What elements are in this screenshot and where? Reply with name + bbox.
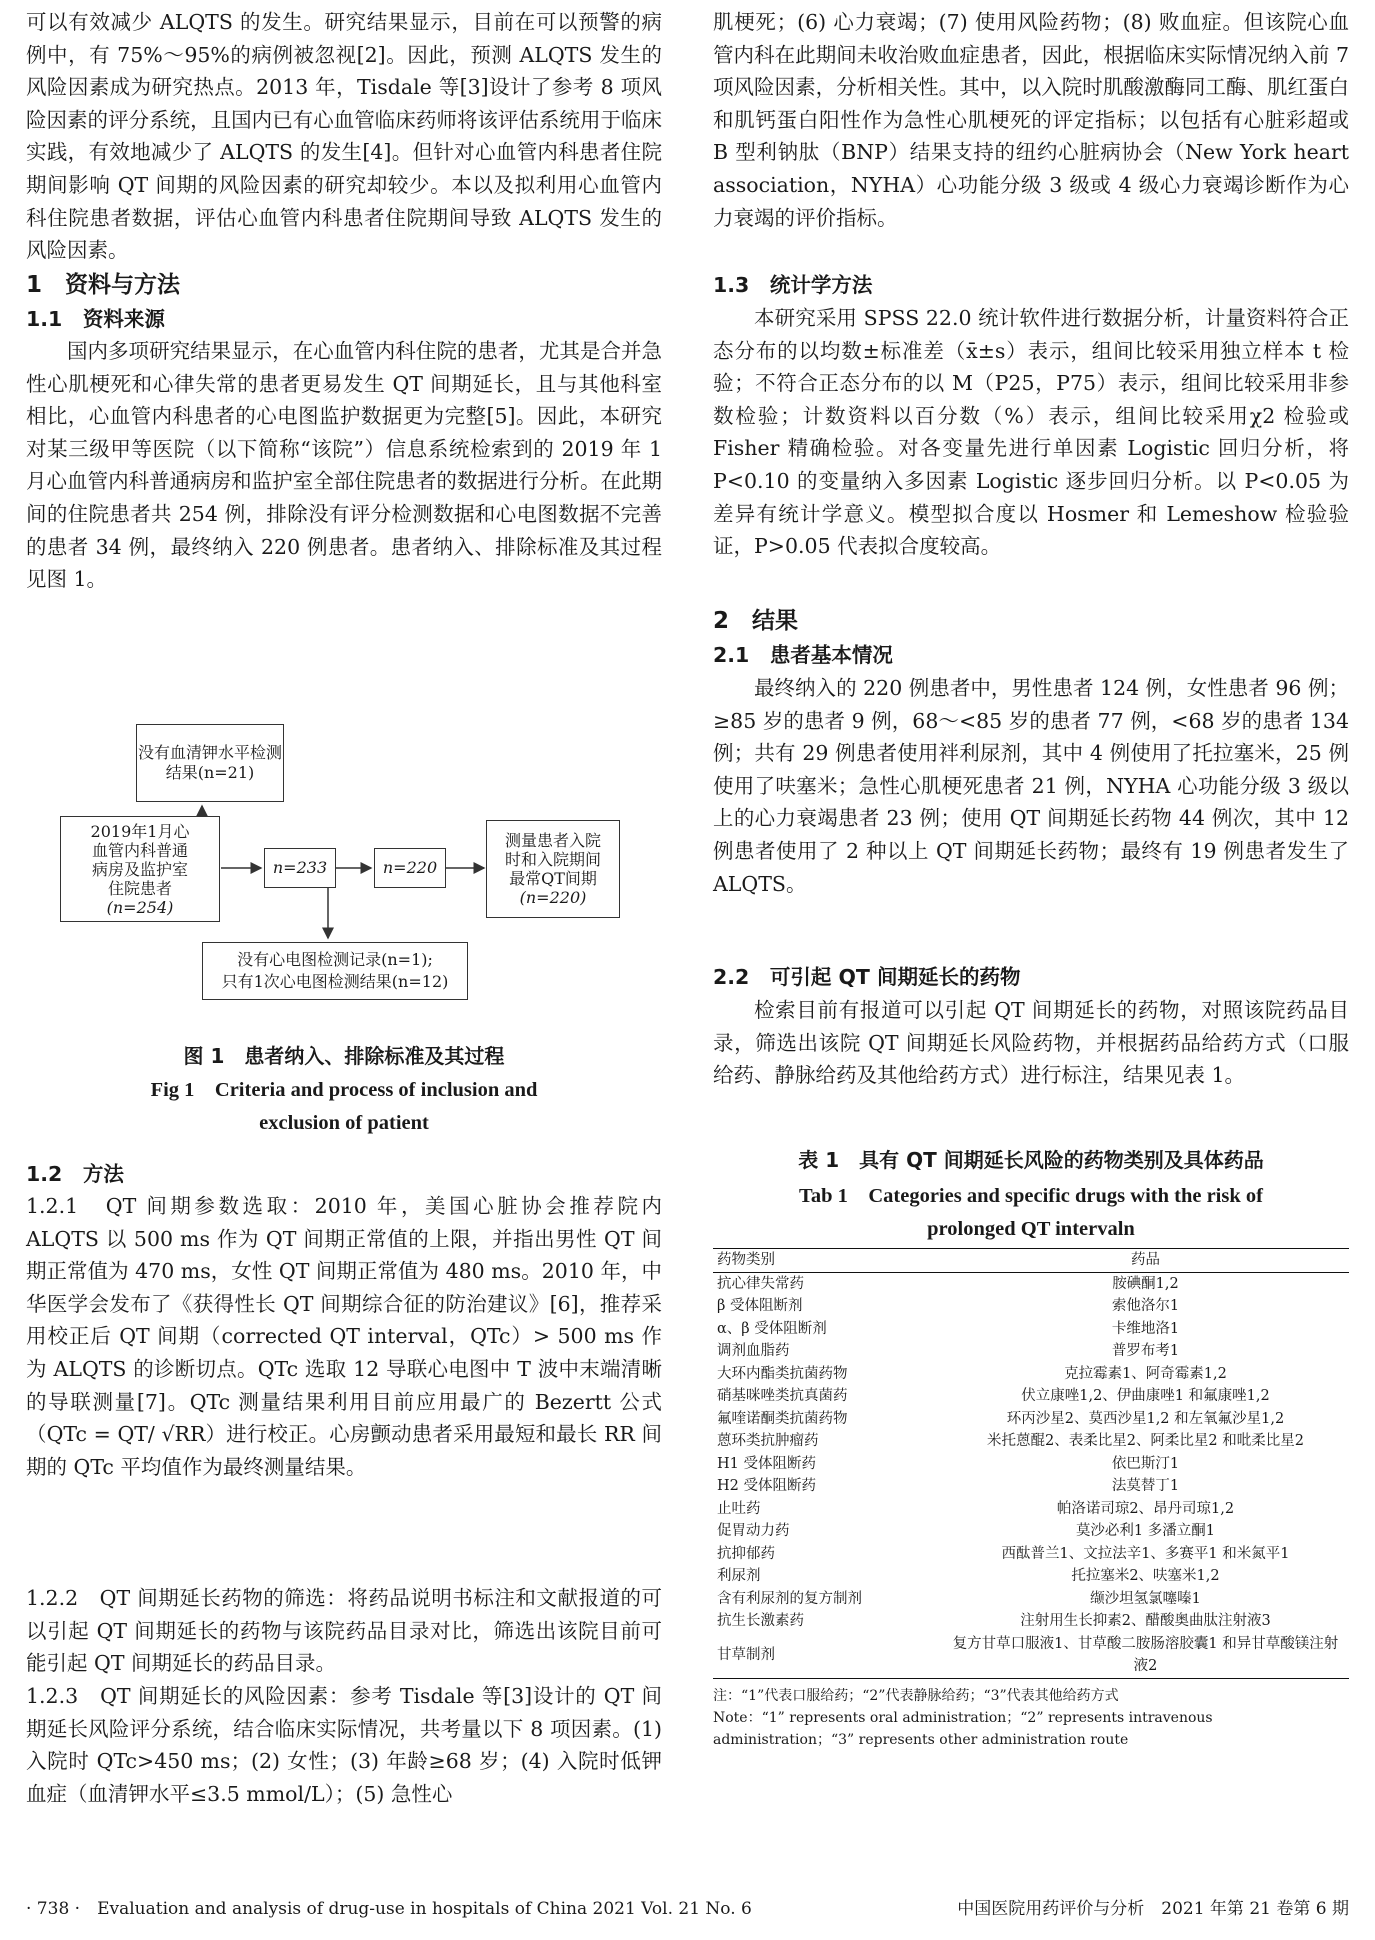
measure-qt-box [486, 820, 620, 918]
table-row [713, 1318, 1349, 1341]
table-cell-category: 抗抑郁药 [717, 1545, 775, 1562]
table-body [713, 1272, 1349, 1678]
table-row [713, 1408, 1349, 1431]
table-note-cn: 注：“1”代表口服给药；“2”代表静脉给药；“3”代表其他给药方式 [713, 1687, 1119, 1704]
table-cell-drugs: 环丙沙星2、莫西沙星1,2 和左氧氟沙星1,2 [1006, 1410, 1285, 1427]
table-cell-category: 调剂血脂药 [717, 1343, 790, 1359]
table-header-category: 药物类别 [713, 1249, 942, 1273]
table-cell-category: 利尿剂 [717, 1568, 761, 1584]
section-2-2-heading: 2.2 可引起 QT 间期延长的药物 [713, 965, 1021, 989]
table-row [713, 1565, 1349, 1588]
n233-text: n=233 [272, 858, 328, 877]
table-cell-category: 促胃动力药 [717, 1523, 790, 1539]
ecg-line-1: 没有心电图检测记录(n=1); [237, 950, 433, 969]
table-cell-category: 含有利尿剂的复方制剂 [717, 1590, 862, 1607]
table-cell-category: 抗生长激素药 [717, 1613, 804, 1629]
table-cell-category: 止吐药 [717, 1500, 761, 1517]
table-row [713, 1385, 1349, 1408]
table-row [713, 1295, 1349, 1318]
footer-right: 中国医院用药评价与分析 2021 年第 21 卷第 6 期 [957, 1899, 1349, 1919]
table-1-caption-cn: 表 1 具有 QT 间期延长风险的药物类别及具体药品 [798, 1148, 1264, 1172]
measure-line-4: (n=220) [519, 888, 587, 907]
measure-line-2: 时和入院期间 [504, 850, 601, 869]
table-cell-category: β 受体阻断剂 [717, 1298, 803, 1314]
drugs-paragraph: 检索目前有报道可以引起 QT 间期延长的药物，对照该院药品目录，筛选出该院 QT 间期延长风险药物，并根据药品给药方式（口服给药、静脉给药及其他给药方式）进行标注，结果见表 1。 [713, 998, 1349, 1088]
n220-text: n=220 [382, 858, 438, 877]
table-row [713, 1633, 1349, 1679]
table-cell-drugs: 伏立康唑1,2、伊曲康唑1 和氟康唑1,2 [1021, 1388, 1270, 1404]
footer-left: · 738 · Evaluation and analysis of drug-use in hospitals of China 2021 Vol. 21 No. 6 [26, 1899, 752, 1919]
table-cell-drugs: 莫沙必利1 多潘立酮1 [1075, 1523, 1215, 1539]
statistics-paragraph: 本研究采用 SPSS 22.0 统计软件进行数据分析，计量资料符合正态分布的以均数±标准差（x̄±s）表示，组间比较采用独立样本 t 检验；不符合正态分布的以 M（P25，P75）表示，组间比较采用非参数检验；计数资料以百分数（%）表示，组间比较采用χ2 检验或 Fisher 精确检验。对各变量先进行单因素 Logistic 回归分析，将 P<0.10 的变量纳入多因素 Logistic 逐步回归分析。以 P<0.05 为差异有统计学意义。模型拟合度以 Hosmer 和 Lemeshow 检验验证，P>0.05 代表拟合度较高。 [713, 306, 1349, 559]
source-line-2: 血管内科普通 [91, 840, 188, 860]
method-1-2-2-paragraph: 1.2.2 QT 间期延长药物的筛选：将药品说明书标注和文献报道的可以引起 QT 间期延长的药物与该院药品目录对比，筛选出该院目前可能引起 QT 间期延长的药品目录。 [26, 1586, 662, 1676]
table-cell-drugs: 索他洛尔1 [1111, 1298, 1180, 1314]
no-potassium-text: 没有血清钾水平检测结果(n=21) [137, 743, 282, 782]
table-cell-category: 硝基咪唑类抗真菌药 [717, 1388, 848, 1404]
table-cell-category: α、β 受体阻断剂 [717, 1320, 827, 1337]
table-cell-drugs: 米托蒽醌2、表柔比星2、阿柔比星2 和吡柔比星2 [986, 1433, 1304, 1449]
table-cell-category: 氟喹诺酮类抗菌药物 [717, 1410, 848, 1427]
table-cell-category: H2 受体阻断药 [717, 1478, 816, 1494]
data-source-paragraph: 国内多项研究结果显示，在心血管内科住院的患者，尤其是合并急性心肌梗死和心律失常的患者更易发生 QT 间期延长，且与其他科室相比，心血管内科患者的心电图监护数据更为完整[5]。因此，本研究对某三级甲等医院（以下简称“该院”）信息系统检索到的 2019 年 1 月心血管内科普通病房和监护室全部住院患者的数据进行分析。在此期间的住院患者共 254 例，排除没有评分检测数据和心电图数据不完善的患者 34 例，最终纳入 220 例患者。患者纳入、排除标准及其过程见图 1。 [26, 339, 662, 592]
intro-paragraph: 可以有效减少 ALQTS 的发生。研究结果显示，目前在可以预警的病例中，有 75%～95%的病例被忽视[2]。因此，预测 ALQTS 发生的风险因素成为研究热点。2013 年，Tisdale 等[3]设计了参考 8 项风险因素的评分系统，且国内已有心血管临床药师将该评估系统用于临床实践，有效地减少了 ALQTS 的发生[4]。但针对心血管内科患者住院期间影响 QT 间期的风险因素的研究却较少。本以及拟利用心血管内科住院患者数据，评估心血管内科患者住院期间导致 ALQTS 发生的风险因素。 [26, 10, 663, 263]
section-1-heading: 1 资料与方法 [26, 272, 181, 298]
table-cell-drugs: 普罗布考1 [1111, 1343, 1180, 1359]
table-cell-drugs: 注射用生长抑素2、醋酸奥曲肽注射液3 [1020, 1613, 1271, 1629]
n220-box [374, 848, 446, 888]
table-row [713, 1363, 1349, 1386]
table-row [713, 1588, 1349, 1611]
measure-line-1: 测量患者入院 [504, 831, 601, 850]
measure-line-3: 最常QT间期 [509, 869, 597, 888]
table-cell-drugs: 卡维地洛1 [1111, 1320, 1180, 1337]
source-patients-box [60, 816, 220, 922]
table-row [713, 1430, 1349, 1453]
source-line-3: 病房及监护室 [91, 859, 188, 879]
table-1-caption-en-line1: Tab 1 Categories and specific drugs with the risk of [799, 1185, 1263, 1207]
table-cell-drugs: 复方甘草口服液1、甘草酸二胺肠溶胶囊1 和异甘草酸镁注射液2 [942, 1633, 1349, 1679]
table-1-caption-en-line2: prolonged QT intervaln [927, 1218, 1135, 1240]
table-row [713, 1543, 1349, 1566]
table-row [713, 1272, 1349, 1295]
table-cell-drugs: 克拉霉素1、阿奇霉素1,2 [1064, 1365, 1227, 1382]
ecg-line-2: 只有1次心电图检测结果(n=12) [221, 972, 449, 991]
figure-1-caption-en-line2: exclusion of patient [259, 1112, 429, 1134]
source-line-4: 住院患者 [107, 878, 172, 898]
section-1-1-heading: 1.1 资料来源 [26, 307, 165, 331]
table-cell-category: H1 受体阻断药 [717, 1455, 816, 1472]
table-row [713, 1340, 1349, 1363]
table-cell-drugs: 缬沙坦氢氯噻嗪1 [1090, 1590, 1201, 1607]
risk-factors-continued-paragraph: 肌梗死；(6) 心力衰竭；(7) 使用风险药物；(8) 败血症。但该院心血管内科在此期间未收治败血症患者，因此，根据临床实际情况纳入前 7 项风险因素，分析相关性。其中，以入院时肌酸激酶同工酶、肌红蛋白和肌钙蛋白阳性作为急性心肌梗死的评定指标；以包括有心脏彩超或 B 型利钠肽（BNP）结果支持的纽约心脏病协会（New York heart association，NYHA）心功能分级 3 级或 4 级心力衰竭诊断作为心力衰竭的评价指标。 [713, 10, 1349, 230]
table-note-en: Note：“1” represents oral administration；“2” represents intravenous administration；“3” represents other administration route [713, 1709, 1213, 1748]
table-cell-category: 蒽环类抗肿瘤药 [717, 1433, 819, 1449]
table-cell-category: 抗心律失常药 [717, 1275, 804, 1292]
table-header-row [713, 1249, 1349, 1273]
table-cell-drugs: 胺碘酮1,2 [1112, 1275, 1179, 1292]
method-1-2-3-paragraph: 1.2.3 QT 间期延长的风险因素：参考 Tisdale 等[3]设计的 QT 间期延长风险评分系统，结合临床实际情况，共考量以下 8 项因素。(1) 入院时 QTc>450 ms；(2) 女性；(3) 年龄≥68 岁；(4) 入院时低钾血症（血清钾水平≤3.5 mmol/L）；(5) 急性心 [26, 1684, 662, 1806]
drug-risk-table [713, 1248, 1349, 1679]
table-row [713, 1453, 1349, 1476]
table-cell-drugs: 帕洛诺司琼2、昂丹司琼1,2 [1056, 1500, 1235, 1517]
table-row [713, 1520, 1349, 1543]
no-potassium-box [136, 724, 284, 802]
patient-basics-paragraph: 最终纳入的 220 例患者中，男性患者 124 例，女性患者 96 例；≥85 岁的患者 9 例，68～<85 岁的患者 77 例，<68 岁的患者 134 例；共有 29 例患者使用袢利尿剂，其中 4 例使用了托拉塞米，25 例使用了呋塞米；急性心肌梗死患者 21 例，NYHA 心功能分级 3 级以上的心力衰竭患者 23 例；使用 QT 间期延长药物 44 例次，其中 12 例患者使用了 2 种以上 QT 间期延长药物；最终有 19 例患者发生了 ALQTS。 [713, 676, 1349, 896]
table-row [713, 1475, 1349, 1498]
section-2-1-heading: 2.1 患者基本情况 [713, 643, 893, 667]
source-line-5: (n=254) [106, 897, 174, 917]
inclusion-flowchart [26, 720, 662, 1020]
table-cell-drugs: 依巴斯汀1 [1111, 1455, 1180, 1472]
section-2-heading: 2 结果 [713, 608, 799, 634]
table-1 [713, 1248, 1349, 1751]
table-cell-drugs: 西酞普兰1、文拉法辛1、多赛平1 和米氮平1 [1001, 1545, 1290, 1562]
table-cell-category: 大环内酯类抗菌药物 [717, 1365, 848, 1382]
table-cell-drugs: 托拉塞米2、呋塞米1,2 [1071, 1568, 1220, 1584]
ecg-excluded-box [202, 942, 468, 1000]
table-header-drugs: 药品 [942, 1249, 1349, 1273]
table-row [713, 1610, 1349, 1633]
source-line-1: 2019年1月心 [90, 821, 190, 841]
table-cell-category: 甘草制剂 [713, 1633, 942, 1679]
figure-1-caption-en-line1: Fig 1 Criteria and process of inclusion and [150, 1079, 538, 1101]
table-row [713, 1498, 1349, 1521]
table-cell-drugs: 法莫替丁1 [1111, 1478, 1180, 1494]
section-1-3-heading: 1.3 统计学方法 [713, 273, 873, 297]
method-1-2-1-paragraph: 1.2.1 QT 间期参数选取：2010 年，美国心脏协会推荐院内 ALQTS 以 500 ms 作为 QT 间期正常值的上限，并指出男性 QT 间期正常值为 470 ms，女性 QT 间期正常值为 480 ms。2010 年，中华医学会发布了《获得性长 QT 间期综合征的防治建议》[6]，推荐采用校正后 QT 间期（corrected QT interval，QTc）> 500 ms 作为 ALQTS 的诊断切点。QTc 选取 12 导联心电图中 T 波中末端清晰的导联测量[7]。QTc 测量结果利用目前应用最广的 Bezertt 公式（QTc = QT/ √RR）进行校正。心房颤动患者采用最短和最长 RR 间期的 QTc 平均值作为最终测量结果。 [26, 1194, 662, 1479]
section-1-2-heading: 1.2 方法 [26, 1162, 124, 1186]
n233-box [264, 848, 336, 888]
figure-1-caption-cn: 图 1 患者纳入、排除标准及其过程 [183, 1044, 505, 1068]
